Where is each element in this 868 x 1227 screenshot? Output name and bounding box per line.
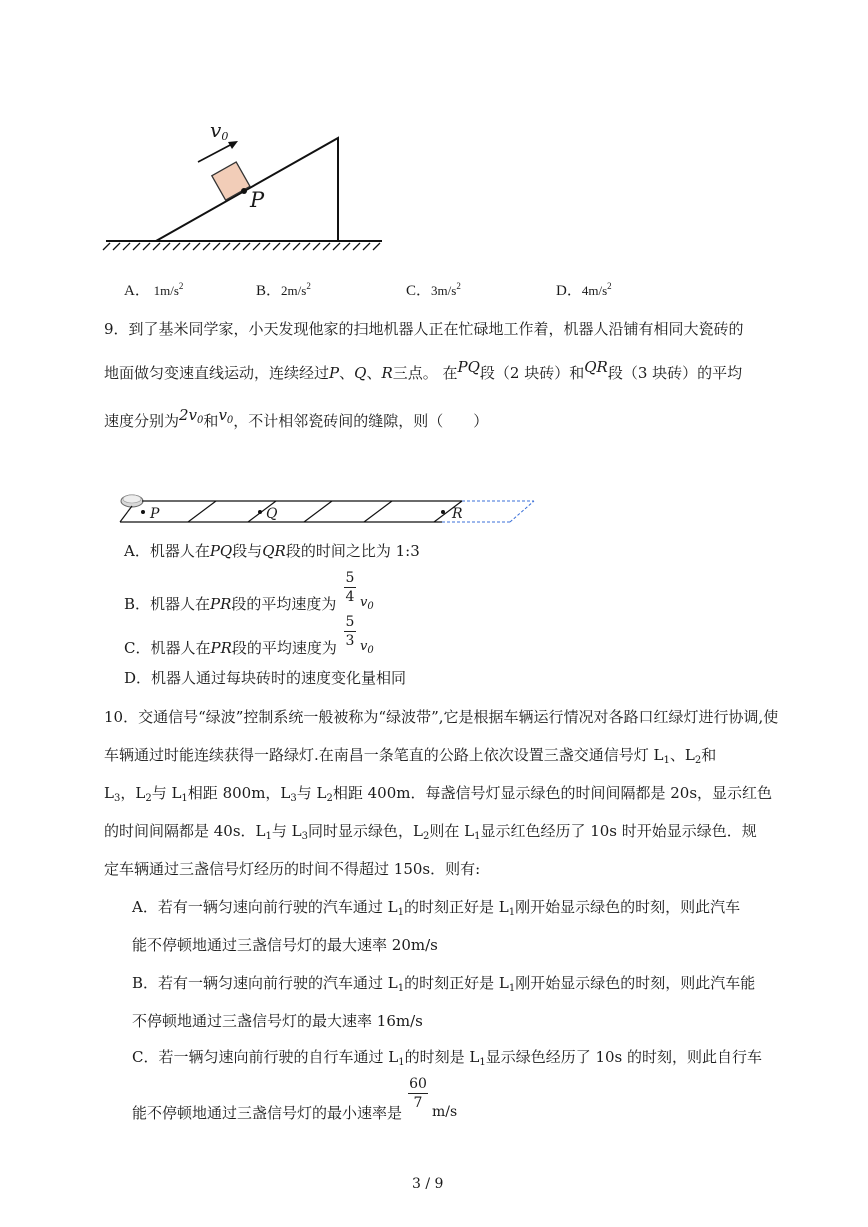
page-number: 3 / 9	[412, 1176, 444, 1192]
point-p-label: P	[250, 188, 265, 212]
q10-option-c-line-2: 能不停顿地通过三盏信号灯的最小速率是	[132, 1104, 403, 1122]
q10-option-b-line-2: 不停顿地通过三盏信号灯的最大速率 16m/s	[132, 1012, 423, 1030]
q8-option-a: A． $1m/s^2$	[124, 281, 184, 299]
q10-option-a-line-1: A．若有一辆匀速向前行驶的汽车通过 $L_1$的时刻正好是 $L_1$刚开始显示绿色的时刻，则此汽车	[132, 898, 741, 918]
q10-line-2: 车辆通过时能连续获得一路绿灯.在南昌一条笔直的公路上依次设置三盏交通信号灯 $L_1$、$L_2$和	[104, 746, 717, 766]
q10-option-c-fraction: 60 7	[409, 1076, 427, 1111]
q9-option-b-fraction: 5 4	[345, 570, 355, 605]
dashed-tile-edge	[510, 501, 534, 522]
q10-option-c-unit: m/s	[432, 1104, 458, 1120]
v0-label: $v_0$	[210, 118, 229, 143]
tile-label-p: P	[150, 506, 160, 522]
q8-option-d: D．$4m/s^2$	[556, 281, 612, 299]
point-p-dot	[141, 510, 145, 514]
point-p-dot	[241, 188, 247, 194]
q9-line-2: 地面做匀变速直线运动，连续经过P、Q、R三点。 在PQ段（2 块砖）和QR段（3 块砖）的平均	[104, 358, 743, 382]
q9-option-b: B．机器人在PR段的平均速度为	[124, 595, 337, 613]
q9-option-d: D．机器人通过每块砖时的速度变化量相同	[124, 669, 407, 687]
q9-option-c-v0: $v_0$	[360, 639, 374, 656]
ground-hatching	[103, 243, 380, 250]
q10-option-c-line-1: C．若一辆匀速向前行驶的自行车通过 $L_1$的时刻是 $L_1$显示绿色经历了 10s 的时刻，则此自行车	[132, 1048, 763, 1068]
q9-line-3: 速度分别为$2v_0$和$v_0$，不计相邻瓷砖间的缝隙，则（ ）	[104, 406, 489, 430]
q9-option-b-v0: $v_0$	[360, 595, 374, 612]
q8-option-c: C．$3m/s^2$	[406, 281, 461, 299]
tile-label-q: Q	[266, 506, 278, 522]
point-q-dot	[258, 510, 262, 514]
q9-option-c-fraction: 5 3	[345, 614, 355, 649]
q10-line-5: 定车辆通过三盏信号灯经历的时间不得超过 150s．则有:	[104, 860, 481, 878]
incline-figure	[100, 112, 400, 252]
q9-option-a: A．机器人在PQ段与QR段的时间之比为 1:3	[124, 542, 420, 560]
point-r-dot	[441, 510, 445, 514]
q10-line-1: 10．交通信号“绿波”控制系统一般被称为“绿波带”,它是根据车辆运行情况对各路口红绿灯进行协调,使	[104, 708, 779, 726]
q8-option-b: B．$2m/s^2$	[256, 281, 311, 299]
block	[212, 162, 250, 200]
q10-option-a-line-2: 能不停顿地通过三盏信号灯的最大速率 20m/s	[132, 936, 438, 954]
q10-option-b-line-1: B．若有一辆匀速向前行驶的汽车通过 $L_1$的时刻正好是 $L_1$刚开始显示绿色的时刻，则此汽车能	[132, 974, 756, 994]
incline-triangle	[156, 138, 338, 241]
tiles-figure	[112, 490, 542, 528]
q10-line-4: 的时间间隔都是 40s．$L_1$与 $L_3$同时显示绿色，$L_2$则在 $L_1$显示红色经历了 10s 时开始显示绿色．规	[104, 822, 757, 842]
q9-line-1: 9．到了基米同学家，小天发现他家的扫地机器人正在忙碌地工作着，机器人沿铺有相同大瓷砖的	[104, 320, 744, 338]
q9-option-c: C．机器人在PR段的平均速度为	[124, 639, 337, 657]
tile-label-r: R	[452, 506, 463, 522]
q10-line-3: $L_3$，$L_2$与 $L_1$相距 800m，$L_3$与 $L_2$相距 400m．每盏信号灯显示绿色的时间间隔都是 20s，显示红色	[104, 784, 773, 804]
velocity-arrow	[198, 143, 234, 162]
